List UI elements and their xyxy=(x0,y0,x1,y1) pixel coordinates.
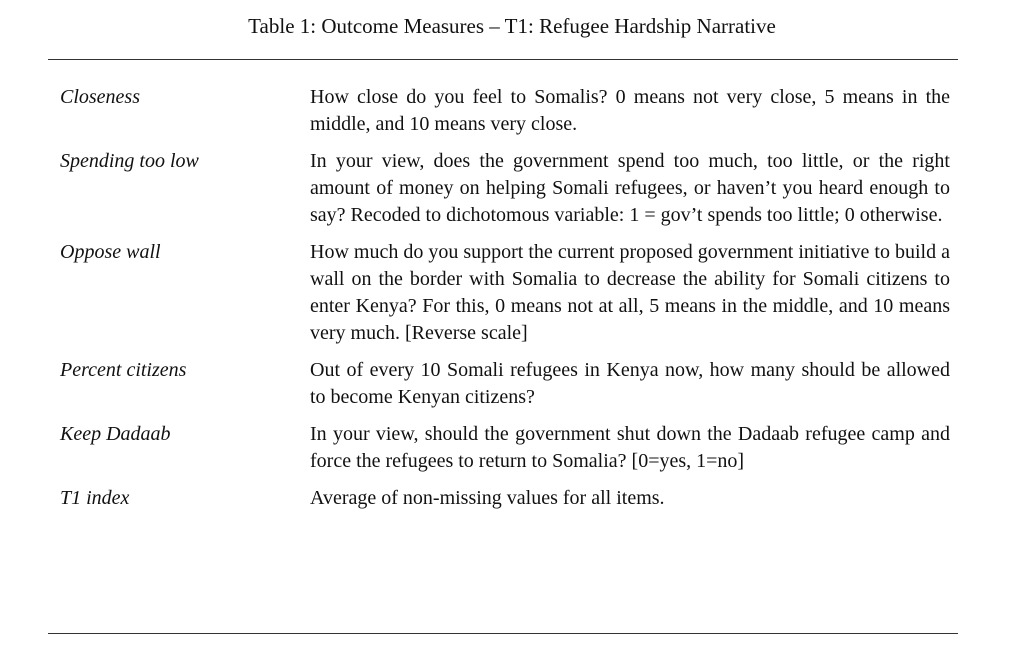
row-term: Keep Dadaab xyxy=(60,423,171,445)
table-row-spending-too-low xyxy=(60,148,950,229)
row-term: Spending too low xyxy=(60,150,199,172)
table-row-keep-dadaab xyxy=(60,421,950,475)
row-description: How close do you feel to Somalis? 0 means not very close, 5 means in the middle, and 10 means very close. xyxy=(310,86,950,135)
table-row-t1-index xyxy=(60,485,950,512)
table-caption: Table 1: Outcome Measures – T1: Refugee Hardship Narrative xyxy=(248,14,776,38)
row-description: How much do you support the current proposed government initiative to build a wall on the border with Somalia to decrease the ability for Somali citizens to enter Kenya? For this, 0 means not at all, 5 means in the middle, and 10 means very much. [Reverse scale] xyxy=(310,241,950,344)
row-description: In your view, does the government spend too much, too little, or the right amount of money on helping Somali refugees, or haven’t you heard enough to say? Recoded to dichotomous variable: 1 = gov’t spends too little; 0 otherwise. xyxy=(310,150,950,226)
outcome-measures-table xyxy=(60,84,950,522)
row-description: Out of every 10 Somali refugees in Kenya now, how many should be allowed to become Kenyan citizens? xyxy=(310,359,950,408)
table-row-percent-citizens xyxy=(60,357,950,411)
row-term: Percent citizens xyxy=(60,359,187,381)
row-description: Average of non-missing values for all items. xyxy=(310,487,665,509)
row-term: T1 index xyxy=(60,487,130,509)
top-rule xyxy=(48,59,958,60)
row-description: In your view, should the government shut down the Dadaab refugee camp and force the refugees to return to Somalia? [0=yes, 1=no] xyxy=(310,423,950,472)
table-row-closeness xyxy=(60,84,950,138)
row-term: Oppose wall xyxy=(60,241,161,263)
row-term: Closeness xyxy=(60,86,140,108)
bottom-rule xyxy=(48,633,958,634)
table-row-oppose-wall xyxy=(60,239,950,347)
